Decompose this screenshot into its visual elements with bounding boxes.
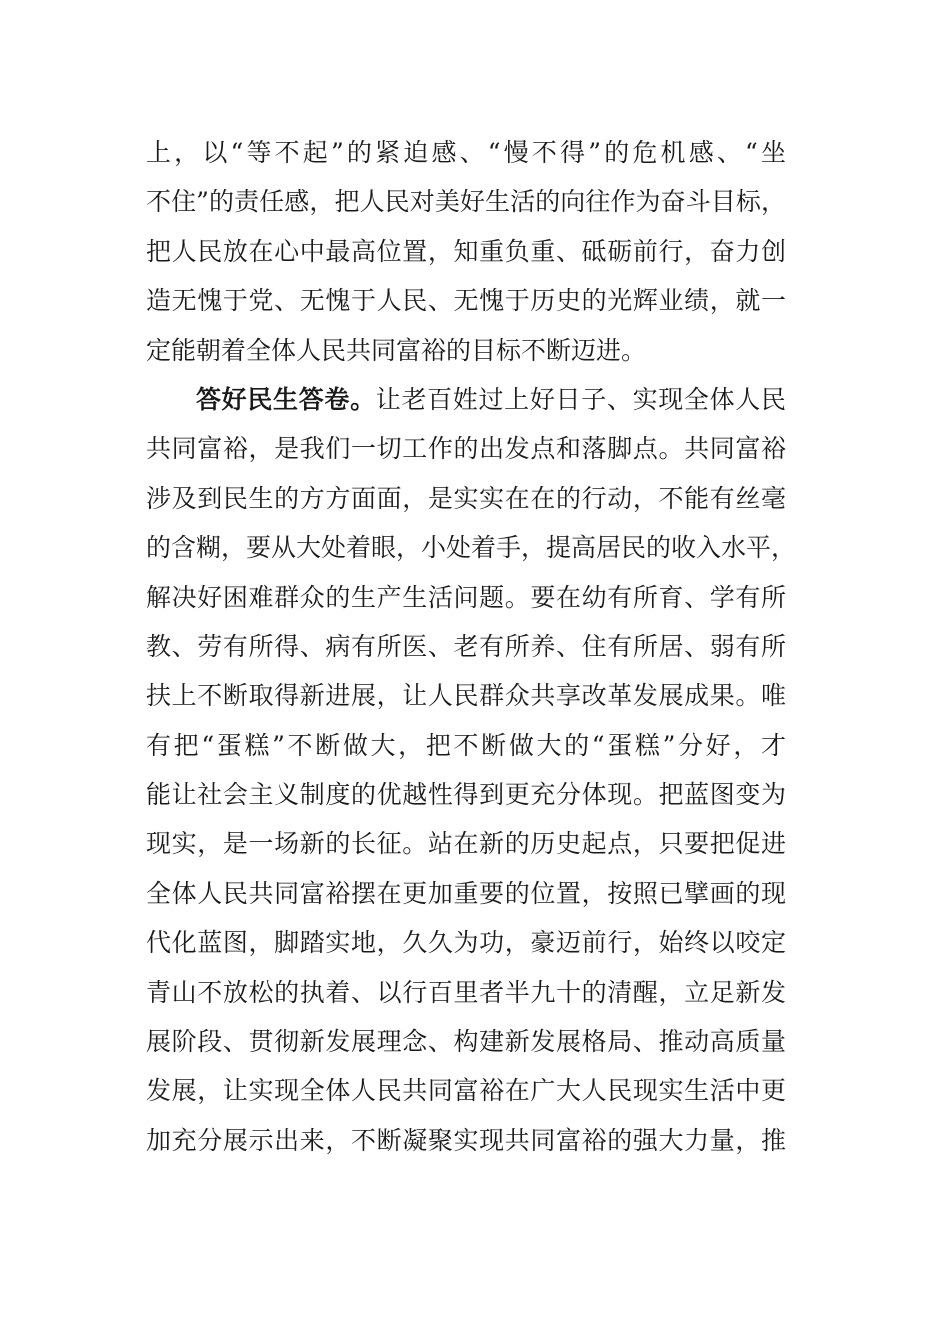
text-line: 现实，是一场新的长征。站在新的历史起点，只要把促进 (146, 829, 786, 859)
body-text (146, 128, 797, 1165)
paragraph-livelihood (146, 375, 797, 1165)
text-line: 上，以“等不起”的紧迫感、“慢不得”的危机感、“坐 (146, 138, 786, 167)
text-line: 全体人民共同富裕摆在更加重要的位置，按照已擘画的现 (146, 878, 786, 908)
text-line: 涉及到民生的方方面面，是实实在在的行动，不能有丝毫 (146, 483, 786, 513)
text-line: 能让社会主义制度的优越性得到更充分体现。把蓝图变为 (146, 780, 786, 810)
paragraph-heading: 答好民生答卷。 (196, 384, 376, 414)
heading-line-text: 让老百姓过上好日子、实现全体人民 (375, 384, 786, 414)
text-line: 代化蓝图，脚踏实地，久久为功，豪迈前行，始终以咬定 (146, 928, 786, 958)
text-line: 发展，让实现全体人民共同富裕在广大人民现实生活中更 (146, 1076, 786, 1106)
text-line: 不住”的责任感，把人民对美好生活的向往作为奋斗目标， (146, 187, 786, 217)
text-line: 青山不放松的执着、以行百里者半九十的清醒，立足新发 (146, 977, 786, 1007)
text-line: 加充分展示出来，不断凝聚实现共同富裕的强大力量，推 (146, 1125, 786, 1155)
text-line (146, 375, 786, 424)
paragraph-continuation (146, 128, 786, 375)
text-line: 的含糊，要从大处着眼，小处着手，提高居民的收入水平， (146, 533, 797, 563)
text-line: 有把“蛋糕”不断做大，把不断做大的“蛋糕”分好，才 (146, 730, 786, 760)
text-line: 造无愧于党、无愧于人民、无愧于历史的光辉业绩，就一 (146, 286, 786, 316)
text-line: 把人民放在心中最高位置，知重负重、砥砺前行，奋力创 (146, 236, 786, 266)
text-line: 共同富裕，是我们一切工作的出发点和落脚点。共同富裕 (146, 434, 786, 464)
text-line: 扶上不断取得新进展，让人民群众共享改革发展成果。唯 (146, 681, 786, 711)
text-line: 教、劳有所得、病有所医、老有所养、住有所居、弱有所 (146, 631, 786, 661)
text-line: 解决好困难群众的生产生活问题。要在幼有所育、学有所 (146, 582, 786, 612)
text-line: 展阶段、贯彻新发展理念、构建新发展格局、推动高质量 (146, 1027, 786, 1057)
text-line: 定能朝着全体人民共同富裕的目标不断迈进。 (146, 335, 647, 365)
